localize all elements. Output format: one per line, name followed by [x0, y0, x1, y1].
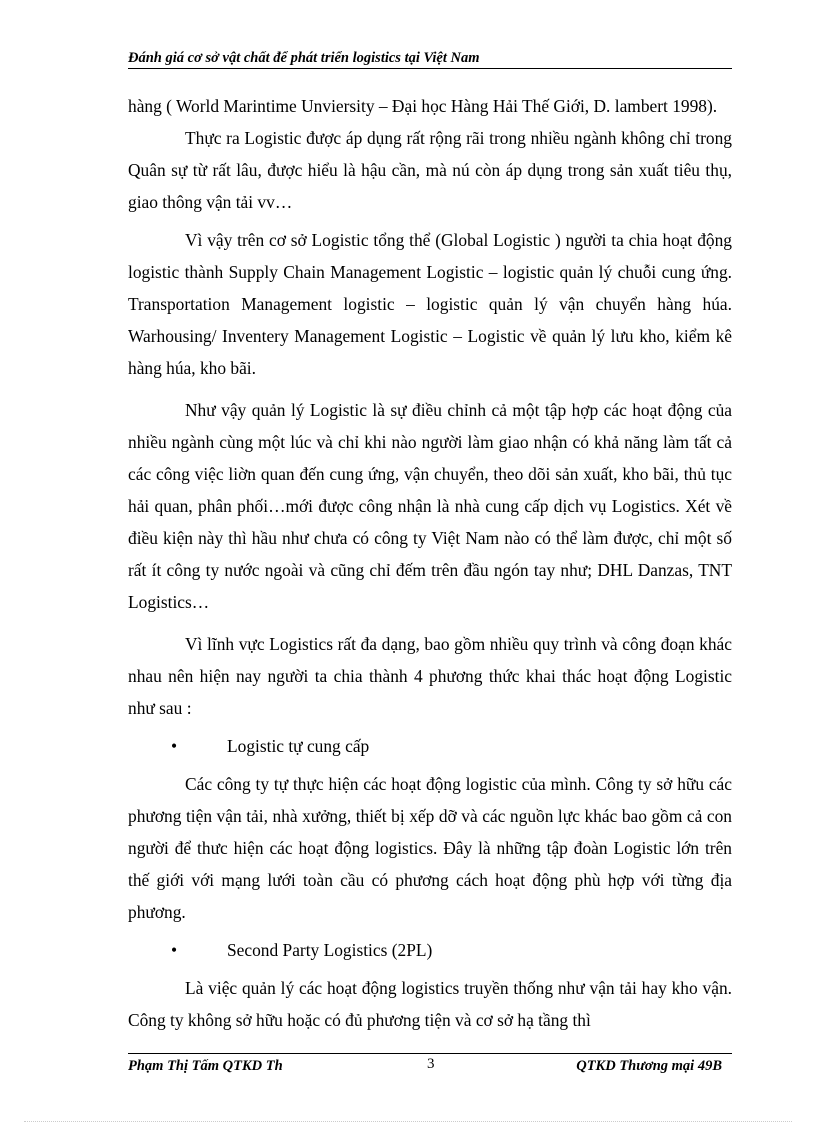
paragraph-self-supply: Các công ty tự thực hiện các hoạt động logistic của mình. Công ty sở hữu các phương tiện vận tải, nhà xưởng, thiết bị xếp dỡ và các nguồn lực khác bao gồm cả con người để thưc hiện các hoạt động logistics. Đây là những tập đoàn Logistic lớn trên thế giới với mạng lưới toàn cầu có phương cách hoạt động phù hợp với từng địa phương.: [128, 774, 732, 922]
footer-author: Phạm Thị Tấm QTKD Th: [128, 1058, 283, 1074]
paragraph-second-party: Là việc quản lý các hoạt động logistics truyền thống như vận tải hay kho vận. Công ty không sở hữu hoặc có đủ phương tiện và cơ sở hạ tầng thì: [128, 978, 732, 1030]
bullet-second-party: [128, 934, 732, 966]
page-footer: [128, 1053, 732, 1076]
bullet-label: Second Party Logistics (2PL): [227, 940, 433, 960]
footer-class: QTKD Thương mại 49B: [576, 1058, 722, 1074]
running-header: Đánh giá cơ sở vật chất để phát triển logistics tại Việt Nam: [128, 49, 732, 69]
document-body: [128, 90, 732, 1036]
bullet-self-supply: [128, 730, 732, 762]
paragraph-four-methods: Vì lĩnh vực Logistics rất đa dạng, bao gồm nhiều quy trình và công đoạn khác nhau nên hiện nay người ta chia thành 4 phương thức khai thác hoạt động Logistic như sau :: [128, 634, 732, 718]
paragraph-continuation: hàng ( World Marintime Unviersity – Đại học Hàng Hải Thế Giới, D. lambert 1998).: [128, 96, 718, 116]
bullet-label: Logistic tự cung cấp: [227, 736, 370, 756]
bullet-icon: •: [171, 940, 178, 960]
page-edge-divider: [24, 1121, 792, 1122]
paragraph-logistic-management: Như vậy quản lý Logistic là sự điều chỉnh cả một tập hợp các hoạt động của nhiều ngành cùng một lúc và chỉ khi nào người làm giao nhận có khả năng làm tất cả các công việc liờn quan đến cung ứng, vận chuyển, theo dõi sản xuất, kho bãi, thủ tục hải quan, phân phối…mới được công nhận là nhà cung cấp dịch vụ Logistics. Xét về điều kiện này thì hầu như chưa có công ty Việt Nam nào có thể làm được, chỉ một số rất ít công ty nước ngoài và cũng chỉ đếm trên đầu ngón tay như; DHL Danzas, TNT Logistics…: [128, 400, 732, 612]
page-number: 3: [427, 1056, 435, 1072]
paragraph-logistic-types: Vì vậy trên cơ sở Logistic tổng thể (Global Logistic ) người ta chia hoạt động logistic thành Supply Chain Management Logistic – logistic quản lý chuỗi cung ứng. Transportation Management logistic – logistic quản lý vận chuyển hàng húa. Warhousing/ Inventery Management Logistic – Logistic về quản lý lưu kho, kiểm kê hàng húa, kho bãi.: [128, 230, 732, 378]
paragraph-logistic-usage: Thực ra Logistic được áp dụng rất rộng rãi trong nhiều ngành không chỉ trong Quân sự từ rất lâu, được hiểu là hậu cần, mà nú còn áp dụng trong sản xuất tiêu thụ, giao thông vận tải vv…: [128, 128, 732, 212]
bullet-icon: •: [171, 736, 178, 756]
